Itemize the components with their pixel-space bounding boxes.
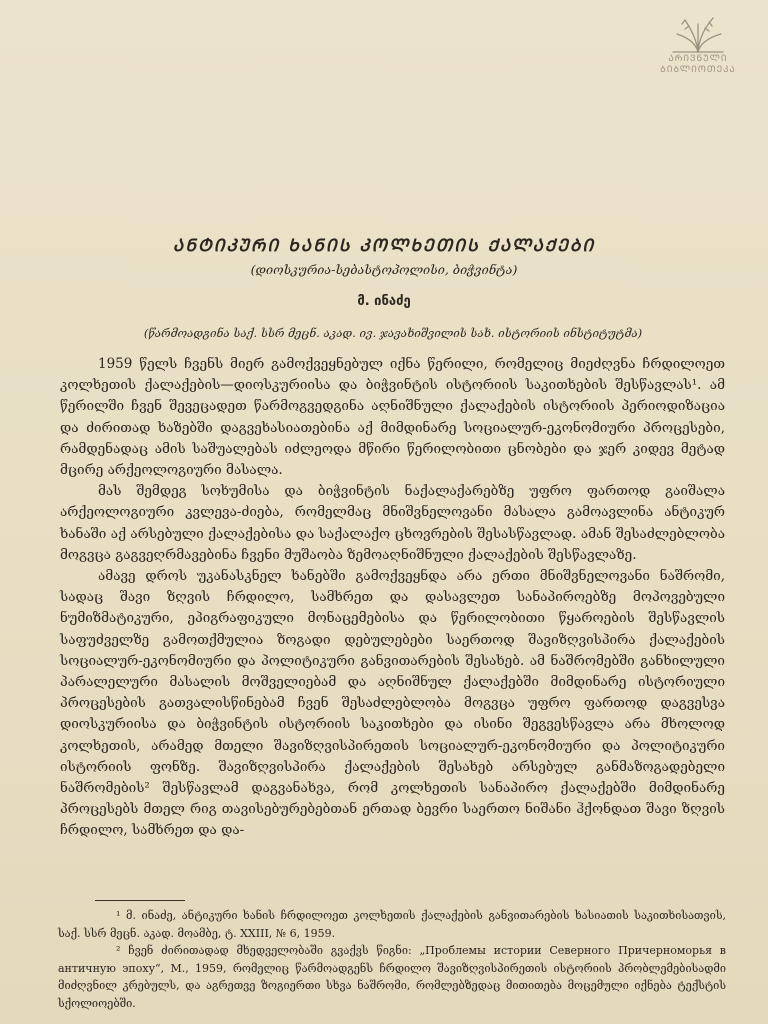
- article-title: ᲐᲜᲢᲘᲙᲣᲠᲘ ᲮᲐᲜᲘᲡ ᲙᲝᲚᲮᲔᲗᲘᲡ ᲥᲐᲚᲐᲥᲔᲑᲘ: [172, 236, 596, 256]
- wheat-emblem-icon: [663, 14, 733, 54]
- body-paragraph-1: 1959 წელს ჩვენს მიერ გამოქვეყნებულ იქნა წერილი, რომელიც მიეძღვნა ჩრდილოეთ კოლხეთის ქალაქების—დიოსკურიისა და ბიჭვინტის ისტორიის საკითხების შესწავლას¹. ამ წერილში ჩვენ შევეცადეთ წარმოგვედგინა აღნიშნული ქალაქების ისტორიის პერიოდიზაცია და ძირითად ხაზებში დაგვეხასიათებინა აქ მიმდინარე სოციალურ-ეკონომიური პროცესები, რამდენადაც ამის საშუალებას იძლეოდა მწირი წერილობითი ცნობები და ჯერ კიდევ მეტად მცირე არქეოლოგიური მასალა.: [60, 356, 725, 479]
- body-paragraph-2: მას შემდეგ სოხუმისა და ბიჭვინტის ნაქალაქარებზე უფრო ფართოდ გაიშალა არქეოლოგიური კვლევა-ძიება, რომელმაც მნიშვნელოვანი მასალა გამოავლინა ანტიკურ ხანაში აქ არსებული ქალაქებისა და საქალაქო ცხოვრების შესასწავლად. ამან შესაძლებლობა მოგვცა გაგვეღრმავებინა ჩვენი მუშაობა ზემოაღნიშნული ქალაქების შესწავლაზე.: [60, 483, 725, 563]
- presenting-institution: (წარმოადგინა საქ. სსრ მეცნ. აკად. ივ. ჯავახიშვილის სახ. ისტორიის ინსტიტუტმა): [143, 326, 643, 340]
- article-body: [60, 354, 725, 842]
- footnotes: [58, 907, 726, 1012]
- footnote-1: ¹ მ. ინაძე, ანტიკური ხანის ჩრდილოეთ კოლხეთის ქალაქების განვითარების ხასიათის საკითხისათვის, საქ. სსრ მეცნ. აკად. მოამბე, ტ. XXIII, № 6, 1959.: [58, 909, 726, 940]
- article-author: მ. ინაძე: [357, 294, 411, 309]
- stamp-line-2: ᲑᲘᲑᲚᲘᲝᲗᲔᲙᲐ: [660, 65, 736, 75]
- body-paragraph-3: ამავე დროს უკანასკნელ ხანებში გამოქვეყნდა არა ერთი მნიშვნელოვანი ნაშრომი, სადაც შავი ზღვის ჩრდილო, სამხრეთ და დასავლეთ სანაპიროებზე მოპოვებული ნუმიზმატიკური, ეპიგრაფიკული მონაცემებისა და წერილობითი წყაროების შესწავლის საფუძველზე გამოთქმულია ზოგადი დებულებები საერთოდ შავიზღვისპირა ქალაქების სოციალურ-ეკონომიური და პოლიტიკური განვითარების შესახებ. ამ ნაშრომებში განხილული პარალელური მასალის მოშველიებამ და აღნიშნულ ქალაქებში მიმდინარე ისტორიული პროცესების გათვალისწინებამ ჩვენ შესაძლებლობა მოგვცა უფრო ფართოდ დაგვესვა დიოსკურიისა და ბიჭვინტის ისტორიის საკითხები და ისინი შეგვესწავლა არა მხოლოდ კოლხეთის, არამედ მთელი შავიზღვისპირეთის სოციალურ-ეკონომიური და პოლიტიკური ისტორიის ფონზე. შავიზღვისპირა ქალაქების შესახებ არსებულ განმაზოგადებელი ნაშრომების² შესწავლამ დაგვანახვა, რომ კოლხეთის სანაპირო ქალაქებში მიმდინარე პროცესებს მთელ რიგ თავისებურებებთან ერთად ბევრი საერთო ნიშანი ჰქონდათ შავი ზღვის ჩრდილო, სამხრეთ და და-: [60, 568, 725, 839]
- footnote-divider: [95, 900, 185, 901]
- library-stamp: [650, 14, 746, 84]
- footnote-2: ² ჩვენ ძირითადად მხედველობაში გვაქვს წიგნი: „Проблемы истории Северного Причерноморья в античную эпоху“, М., 1959, რომელიც წარმოადგენს ჩრდილო შავიზღვისპირეთის ისტორიის პრობლემებისადმი მიძღვნილ კრებულს, და აგრეთვე ზოგიერთი სხვა ნაშრომი, რომლებზედაც მითითება მოცემული იქნება ტექსტის სქოლიოებში.: [58, 944, 726, 1010]
- stamp-line-1: ᲐᲠᲘᲕᲜᲣᲚᲘ: [668, 54, 728, 64]
- article-subtitle: (დიოსკურია-სებასტოპოლისი, ბიჭვინტა): [250, 262, 518, 277]
